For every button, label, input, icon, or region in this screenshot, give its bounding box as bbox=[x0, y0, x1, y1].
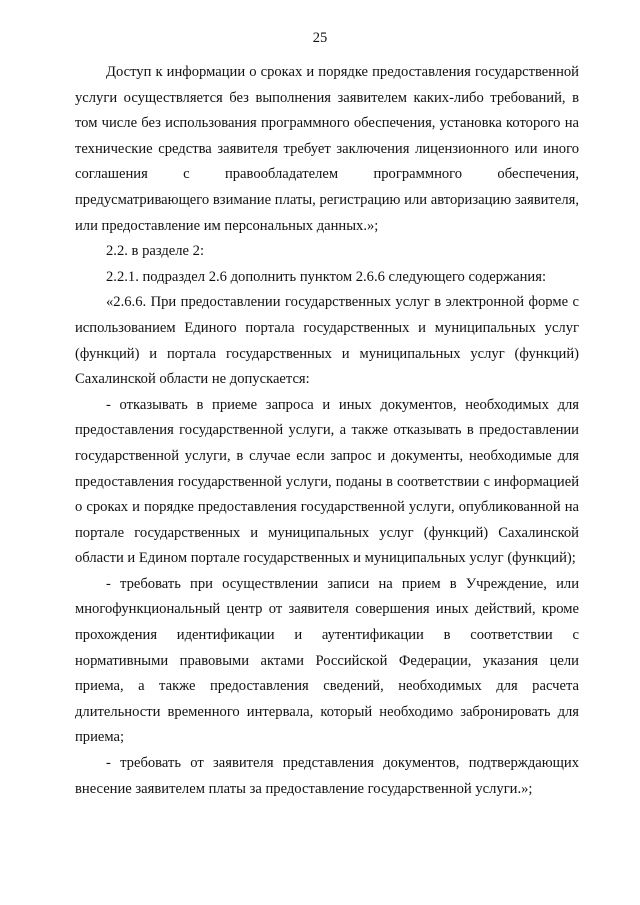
document-body bbox=[75, 60, 579, 802]
paragraph-list-payment: - требовать от заявителя представления документов, подтверждающих внесение заявителем платы за предоставление государственной услуги.»; bbox=[75, 755, 579, 797]
paragraph-access-info: Доступ к информации о сроках и порядке предоставления государственной услуги осуществляется без выполнения заявителем каких-либо требований, в том числе без использования программного обеспечения, установка которого на технические средства заявителя требует заключения лицензионного или иного соглашения с правообладателем программного обеспечения, предусматривающего взимание платы, регистрацию или авторизацию заявителя, или предоставление им персональных данных.»; bbox=[75, 64, 579, 234]
paragraph-item-2-6-6: «2.6.6. При предоставлении государственных услуг в электронной форме с использованием Единого портала государственных и муниципальных услуг (функций) и портала государственных и муниципальных услуг (функций) Сахалинской области не допускается: bbox=[75, 294, 579, 388]
page-number: 25 bbox=[312, 30, 328, 46]
paragraph-section-2-2: 2.2. в разделе 2: bbox=[106, 243, 205, 260]
paragraph-section-2-2-1: 2.2.1. подраздел 2.6 дополнить пунктом 2.6.6 следующего содержания: bbox=[106, 268, 547, 285]
paragraph-list-appointment: - требовать при осуществлении записи на прием в Учреждение, или многофункциональный центр от заявителя совершения иных действий, кроме прохождения идентификации и аутентификации в соответствии с нормативными правовыми актами Российской Федерации, указания цели приема, а также предоставления сведений, необходимых для расчета длительности временного интервала, который необходимо забронировать для приема; bbox=[75, 575, 579, 746]
paragraph-list-refuse: - отказывать в приеме запроса и иных документов, необходимых для предоставления государственной услуги, а также отказывать в предоставлении государственной услуги, в случае если запрос и документы, необходимые для предоставления государственной услуги, поданы в соответствии с информацией о сроках и порядке предоставления государственной услуги, опубликованной на портале государственных и муниципальных услуг (функций) Сахалинской области и Едином портале государственных и муниципальных услуг (функций); bbox=[75, 396, 579, 567]
